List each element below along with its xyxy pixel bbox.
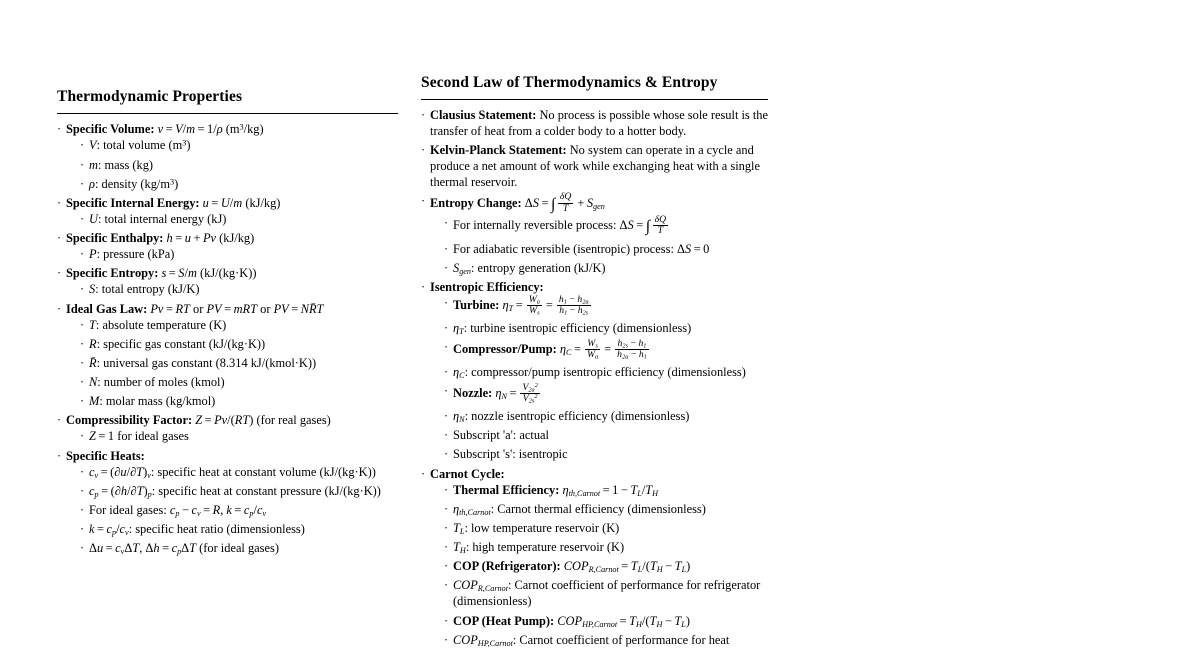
formula-ideal-gas-law: Pv = RT: [150, 301, 190, 316]
sub-text: ,: [220, 502, 227, 517]
sub-label: Nozzle:: [453, 386, 493, 401]
item-unit: (kJ/kg): [245, 195, 281, 210]
list-item: [80, 393, 398, 409]
sublist-specific-enthalpy: [66, 246, 398, 262]
sub-label: Compressor/Pump:: [453, 342, 557, 357]
sub-text: : pressure (kPa): [96, 247, 175, 262]
list-item: [80, 137, 398, 153]
sub-text: : turbine isentropic efficiency (dimensionless): [463, 321, 692, 336]
bullet-icon: ·: [444, 447, 449, 462]
bullet-icon: ·: [444, 520, 449, 535]
list-item: [80, 176, 398, 192]
sub-text: : total volume $(m^3)$: [96, 138, 191, 153]
list-item: [80, 281, 398, 297]
item-label: Specific Volume:: [66, 122, 155, 137]
formula-entropy-change: ΔS = ∫ $\frac{\delta Q}{T}$ + $S_{gen}$: [524, 191, 605, 214]
formula-nozzle-efficiency: $\eta_N$ = $\frac{V_{2a}^2}{V_{2s}^2}$: [495, 381, 538, 405]
formula-cv: $c_v = (\partial u/\partial T)_v$: [89, 464, 151, 480]
bullet-icon: ·: [80, 247, 85, 262]
formula-delta-h: $\Delta h = c_p\Delta T$: [145, 541, 197, 557]
list-item-specific-internal-energy: [57, 195, 398, 227]
bullet-icon: ·: [80, 317, 85, 332]
bullet-icon: ·: [444, 632, 449, 647]
list-item: [80, 540, 398, 556]
list-item: [80, 336, 398, 352]
bullet-icon: ·: [444, 216, 449, 231]
list-item: [80, 246, 398, 262]
sublist-ideal-gas-law: [66, 317, 398, 410]
formula-specific-enthalpy: h = u + Pv: [166, 231, 217, 246]
list-item: [444, 320, 768, 336]
list-item-compressibility-factor: [57, 412, 398, 444]
list-item-entropy-change: [421, 193, 768, 276]
list-item: [444, 408, 768, 424]
list-item-ideal-gas-law: [57, 301, 398, 410]
formula-specific-entropy: s = S/m: [161, 266, 197, 281]
bullet-icon: ·: [444, 428, 449, 443]
item-unit: (for real gases): [256, 413, 331, 428]
list-item: [80, 464, 398, 480]
bullet-icon: ·: [57, 301, 62, 316]
sub-symbol: Z = 1: [89, 429, 115, 444]
right-title-rule: [421, 99, 768, 100]
sub-symbol: S: [89, 282, 96, 297]
list-item: [444, 632, 768, 648]
sub-label: COP (Refrigerator):: [453, 559, 561, 574]
list-item: [80, 157, 398, 173]
item-text: No process is possible whose sole result is the transfer of heat from a colder body to a hotter body.: [430, 108, 768, 139]
formula-turbine-efficiency: $\eta_T$ = $\frac{W_a}{W_s}$ = $\frac{h_1 - h_{2a}}{h_1 - h_{2s}}$: [502, 293, 589, 317]
right-column: [421, 74, 768, 651]
bullet-icon: ·: [57, 122, 62, 137]
list-item-compressor-pump: [444, 339, 768, 361]
bullet-icon: ·: [80, 282, 85, 297]
formula-carnot-thermal-efficiency: $\eta_{th,Carnot} = 1 - T_L/T_H$: [562, 482, 659, 498]
bullet-icon: ·: [421, 143, 426, 158]
bullet-icon: ·: [80, 211, 85, 226]
sub-symbol: U: [89, 211, 98, 226]
sub-text: (for ideal gases): [196, 541, 279, 556]
list-item-isentropic-efficiency: [421, 279, 768, 462]
formula-k-ratio: $k = c_p/c_v$: [226, 502, 267, 518]
conjunction: or: [260, 301, 271, 316]
item-label: Carnot Cycle:: [430, 466, 505, 481]
sub-text: : compressor/pump isentropic efficiency (dimensionless): [464, 365, 746, 380]
symbol-eta-c: $\eta_C$: [453, 365, 465, 380]
bullet-icon: ·: [80, 355, 85, 370]
list-item: [80, 483, 398, 499]
list-item-nozzle: [444, 383, 768, 405]
bullet-icon: ·: [80, 375, 85, 390]
sublist-carnot-cycle: [430, 482, 768, 648]
formula-entropy-isentropic: ΔS = 0: [676, 241, 710, 256]
sub-text: : absolute temperature (K): [95, 317, 227, 332]
list-item: [80, 317, 398, 333]
formula-compressibility-factor: Z = Pv/(RT): [195, 413, 254, 428]
item-label: Specific Internal Energy:: [66, 195, 200, 210]
bullet-icon: ·: [57, 448, 62, 463]
sub-text: ,: [139, 541, 146, 556]
sub-text: : total internal energy (kJ): [97, 211, 227, 226]
item-label: Isentropic Efficiency:: [430, 280, 544, 295]
bullet-icon: ·: [444, 578, 449, 593]
bullet-icon: ·: [80, 336, 85, 351]
list-item: [444, 364, 768, 380]
list-item: [444, 501, 768, 517]
bullet-icon: ·: [444, 321, 449, 336]
sub-label: Turbine:: [453, 298, 500, 313]
bullet-icon: ·: [80, 429, 85, 444]
bullet-icon: ·: [80, 464, 85, 479]
list-item: [80, 502, 398, 518]
sub-text: For internally reversible process:: [453, 218, 620, 233]
bullet-icon: ·: [80, 483, 85, 498]
bullet-icon: ·: [444, 296, 449, 311]
bullet-icon: ·: [444, 384, 449, 399]
sub-symbol: m: [89, 157, 98, 172]
sub-text: : mass (kg): [97, 157, 154, 172]
formula-cop-heat-pump: $COP_{HP,Carnot} = T_H/(T_H - T_L)$: [557, 613, 690, 629]
sub-text: : Carnot coefficient of performance for refrigerator (dimensionless): [453, 578, 761, 609]
bullet-icon: ·: [444, 559, 449, 574]
formula-delta-u: $\Delta u = c_v\Delta T$: [89, 541, 140, 557]
item-label: Entropy Change:: [430, 195, 522, 210]
bullet-icon: ·: [80, 522, 85, 537]
sublist-specific-entropy: [66, 281, 398, 297]
formula-ideal-gas-law-mass: PV = mRT: [206, 301, 258, 316]
list-item-thermal-efficiency: [444, 482, 768, 498]
list-item-specific-volume: [57, 121, 398, 192]
bullet-icon: ·: [444, 501, 449, 516]
sublist-specific-internal-energy: [66, 211, 398, 227]
formula-entropy-reversible: ΔS = ∫ $\frac{\delta Q}{T}$: [619, 213, 667, 237]
sub-symbol: ρ: [89, 176, 95, 191]
bullet-icon: ·: [57, 266, 62, 281]
sub-label: Thermal Efficiency:: [453, 482, 560, 497]
sub-symbol: N: [89, 375, 98, 390]
sub-text: : molar mass (kg/kmol): [99, 394, 216, 409]
sub-text: : high temperature reservoir (K): [465, 540, 625, 555]
formula-ideal-gas-law-molar: PV = NR̄T: [273, 301, 324, 316]
symbol-t-l: $T_L$: [453, 520, 465, 536]
sub-text: : low temperature reservoir (K): [464, 520, 620, 535]
formula-compressor-efficiency: $\eta_C$ = $\frac{W_s}{W_a}$ = $\frac{h_{2s} - h_1}{h_{2a} - h_1}$: [559, 337, 647, 361]
sub-text: : total entropy (kJ/K): [95, 282, 200, 297]
formula-ideal-gas-cp-cv: $c_p - c_v = R$: [169, 502, 221, 518]
sub-symbol: R: [89, 336, 97, 351]
sub-text: : density $(kg/m^3)$: [94, 176, 179, 191]
sub-text: : specific heat at constant volume (kJ/(kg·K)): [150, 464, 376, 479]
list-item: [80, 211, 398, 227]
sub-text: Subscript 's': isentropic: [453, 447, 568, 462]
sub-label: COP (Heat Pump):: [453, 613, 555, 628]
sub-text: : Carnot thermal efficiency (dimensionless): [490, 501, 706, 516]
sub-text: : specific heat ratio (dimensionless): [128, 522, 305, 537]
sub-symbol: P: [89, 247, 97, 262]
right-section-title: Second Law of Thermodynamics & Entropy: [421, 74, 718, 91]
bullet-icon: ·: [444, 340, 449, 355]
item-unit: (kJ/(kg·K)): [200, 266, 257, 281]
bullet-icon: ·: [444, 613, 449, 628]
list-item: [80, 521, 398, 537]
symbol-cop-r-carnot: $COP_{R,Carnot}$: [453, 578, 508, 594]
sub-text: : specific heat at constant pressure (kJ/(kg·K)): [151, 483, 381, 498]
list-item-kelvin-planck-statement: [421, 142, 768, 190]
sub-text: : specific gas constant (kJ/(kg·K)): [96, 336, 266, 351]
symbol-t-h: $T_H$: [453, 540, 466, 555]
sub-symbol: T: [89, 317, 96, 332]
list-item-specific-heats: [57, 448, 398, 557]
bullet-icon: ·: [444, 261, 449, 276]
list-item: [444, 446, 768, 462]
list-item-turbine: [444, 295, 768, 317]
bullet-icon: ·: [444, 409, 449, 424]
formula-k: $k = c_p/c_v$: [89, 522, 129, 537]
symbol-s-gen: $S_{gen}$: [453, 261, 472, 276]
symbol-eta-th-carnot: $\eta_{th,Carnot}$: [453, 501, 491, 517]
list-item-cop-refrigerator: [444, 558, 768, 574]
list-item-specific-entropy: [57, 265, 398, 297]
formula-specific-internal-energy: u = U/m: [202, 195, 243, 210]
list-item: [444, 539, 768, 555]
bullet-icon: ·: [57, 195, 62, 210]
list-item: [444, 520, 768, 536]
item-label: Ideal Gas Law:: [66, 301, 148, 316]
bullet-icon: ·: [80, 157, 85, 172]
sub-text: Subscript 'a': actual: [453, 428, 549, 443]
sublist-specific-volume: [66, 137, 398, 191]
bullet-icon: ·: [80, 138, 85, 153]
bullet-icon: ·: [80, 394, 85, 409]
sub-symbol: M: [89, 394, 100, 409]
bullet-icon: ·: [80, 502, 85, 517]
bullet-icon: ·: [57, 413, 62, 428]
left-title-rule: [57, 113, 398, 114]
item-label: Specific Heats:: [66, 448, 145, 463]
bullet-icon: ·: [80, 176, 85, 191]
list-item: [444, 577, 768, 609]
item-text: No system can operate in a cycle and produce a net amount of work while exchanging heat with a single thermal reservoir.: [430, 143, 760, 190]
list-item: [444, 260, 768, 276]
sublist-compressibility-factor: [66, 428, 398, 444]
sub-text: : entropy generation (kJ/K): [471, 261, 606, 276]
list-item: [80, 374, 398, 390]
symbol-cop-hp-carnot: $COP_{HP,Carnot}$: [453, 632, 513, 648]
list-item-clausius-statement: [421, 107, 768, 139]
sublist-specific-heats: [66, 464, 398, 557]
bullet-icon: ·: [421, 193, 426, 208]
left-column: [57, 88, 398, 559]
list-item: [444, 215, 768, 237]
formula-specific-volume: v = V/m = 1/ρ: [157, 122, 223, 137]
sublist-isentropic-efficiency: [430, 295, 768, 462]
item-label: Clausius Statement:: [430, 108, 537, 123]
bullet-icon: ·: [421, 466, 426, 481]
formula-cp: $c_p = (\partial h/\partial T)_p$: [89, 483, 152, 499]
symbol-eta-n: $\eta_N$: [453, 409, 465, 424]
sublist-entropy-change: [430, 215, 768, 276]
sub-text: : number of moles (kmol): [97, 375, 225, 390]
sub-text: For adiabatic reversible (isentropic) process:: [453, 241, 677, 256]
item-unit: $(m^3/kg)$: [225, 122, 264, 137]
list-item: [444, 427, 768, 443]
sub-text: for ideal gases: [114, 429, 189, 444]
bullet-icon: ·: [80, 541, 85, 556]
sub-symbol: R̄: [89, 355, 97, 370]
item-label: Specific Entropy:: [66, 266, 159, 281]
bullet-icon: ·: [444, 241, 449, 256]
item-label: Specific Enthalpy:: [66, 231, 164, 246]
list-item-cop-heat-pump: [444, 613, 768, 629]
bullet-icon: ·: [421, 280, 426, 295]
left-item-list: [57, 121, 398, 556]
symbol-eta-t: $\eta_T$: [453, 321, 464, 336]
bullet-icon: ·: [57, 231, 62, 246]
item-label: Kelvin-Planck Statement:: [430, 143, 567, 158]
right-item-list: [421, 107, 768, 647]
bullet-icon: ·: [444, 540, 449, 555]
formula-cop-refrigerator: $COP_{R,Carnot} = T_L/(T_H - T_L)$: [563, 559, 691, 574]
left-section-title: Thermodynamic Properties: [57, 88, 243, 105]
list-item: [80, 428, 398, 444]
sub-text: : universal gas constant (8.314 kJ/(kmol·K)): [96, 355, 317, 370]
list-item: [80, 355, 398, 371]
bullet-icon: ·: [444, 482, 449, 497]
sub-text: For ideal gases:: [89, 502, 170, 517]
item-unit: (kJ/kg): [219, 231, 255, 246]
list-item-specific-enthalpy: [57, 230, 398, 262]
bullet-icon: ·: [444, 365, 449, 380]
sub-text: : Carnot coefficient of performance for heat: [512, 632, 730, 647]
list-item-carnot-cycle: [421, 466, 768, 648]
sub-text: : nozzle isentropic efficiency (dimensionless): [464, 409, 690, 424]
bullet-icon: ·: [421, 108, 426, 123]
list-item: [444, 241, 768, 257]
item-label: Compressibility Factor:: [66, 413, 193, 428]
conjunction: or: [193, 301, 204, 316]
sub-symbol: V: [89, 138, 97, 153]
